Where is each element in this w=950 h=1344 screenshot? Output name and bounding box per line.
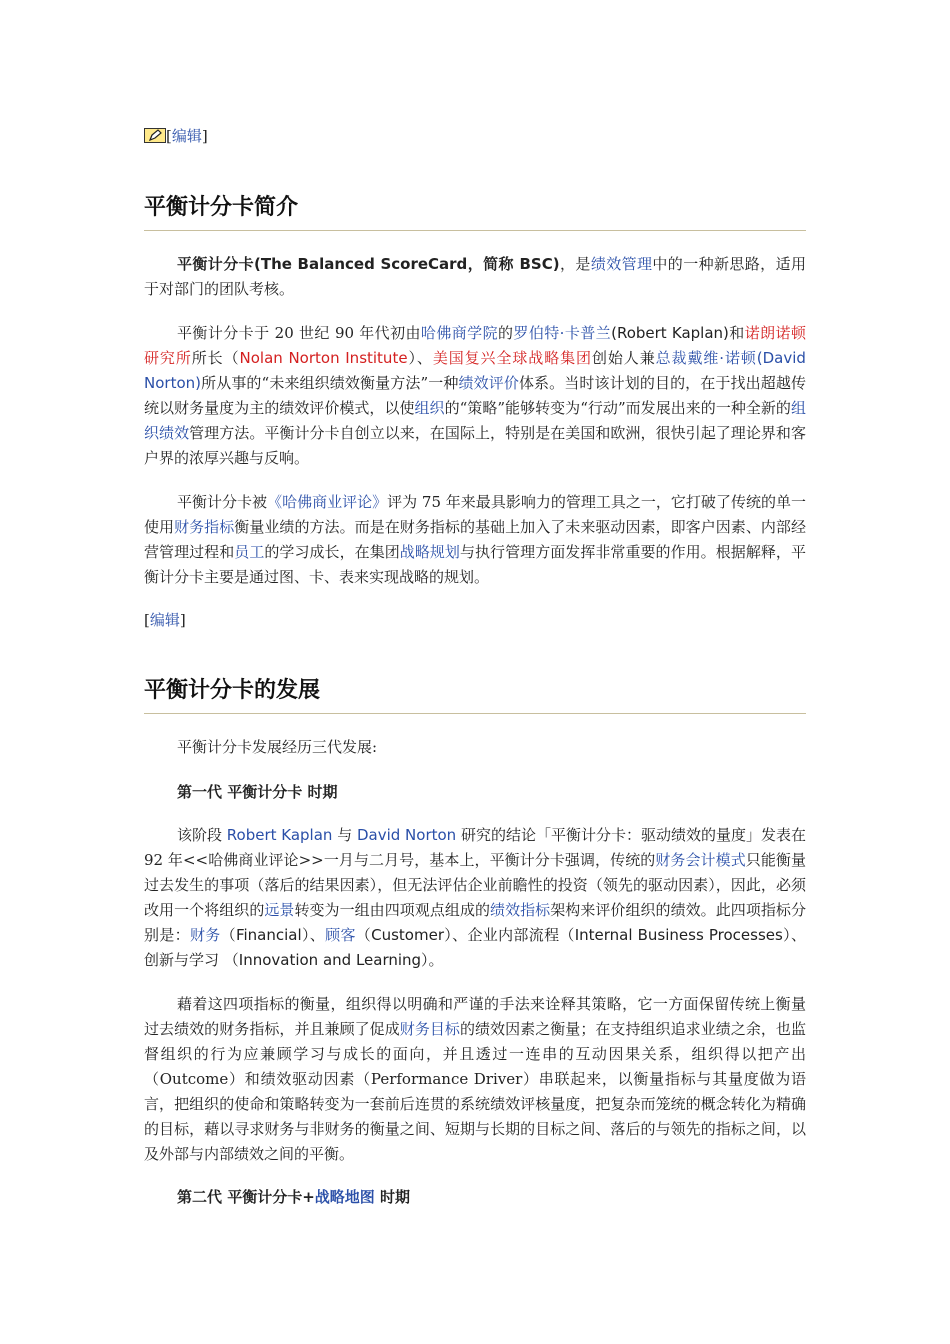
link-nolan-norton-institute[interactable]: Nolan Norton Institute — [239, 349, 408, 367]
link-performance-indicators[interactable]: 绩效指标 — [490, 901, 551, 919]
subheading-gen1: 第一代 平衡计分卡 时期 — [177, 783, 338, 801]
link-financial-indicators[interactable]: 财务指标 — [174, 518, 235, 536]
link-organization[interactable]: 组织 — [414, 399, 445, 417]
subheading-gen2: 第二代 平衡计分卡+战略地图 时期 — [177, 1188, 411, 1206]
link-harvard-business-school[interactable]: 哈佛商学院 — [420, 324, 498, 342]
paragraph: 平衡计分卡(The Balanced ScoreCard，简称 BSC)，是绩效管理中的一种新思路，适用于对部门的团队考核。 — [144, 255, 806, 298]
edit-link[interactable]: 编辑 — [149, 611, 180, 629]
link-robert-kaplan-en[interactable]: Robert Kaplan — [226, 826, 333, 844]
link-david-norton[interactable]: 戴维·诺顿 — [687, 349, 757, 367]
link-vision[interactable]: 远景 — [264, 901, 295, 919]
paragraph: 平衡计分卡被《哈佛商业评论》评为 75 年来最具影响力的管理工具之一，它打破了传统的单一使用财务指标衡量业绩的方法。而是在财务指标的基础上加入了未来驱动因素，即客户因素、内部经营管理过程和员工的学习成长，在集团战略规划与执行管理方面发挥非常重要的作用。根据解释，平衡计分卡主要是通过图、卡、表来实现战略的规划。 — [144, 493, 806, 586]
link-finance[interactable]: 财务 — [189, 926, 221, 944]
link-strategic-planning[interactable]: 战略规划 — [399, 543, 460, 561]
edit-row-1: [编辑] — [144, 126, 208, 146]
section-title-intro: 平衡计分卡简介 — [144, 195, 299, 220]
link-renaissance-group[interactable]: 美国复兴全球战略集团 — [432, 349, 592, 367]
link-harvard-business-review[interactable]: 《哈佛商业评论》 — [267, 493, 388, 511]
paragraph: 该阶段 Robert Kaplan 与 David Norton 研究的结论「平衡计分卡：驱动绩效的量度」发表在 92 年<<哈佛商业评论>>一月与二月号，基本上，平衡计分卡强调，传统的财务会计模式只能衡量过去发生的事项（落后的结果因素），但无法评估企业前瞻性的投资（领先的驱动因素），因此，必须改用一个将组织的远景转变为一组由四项观点组成的绩效指标架构来评价组织的绩效。此四项指标分别是：财务（Financial）、顾客（Customer）、企业内部流程（Internal Business Processes）、创新与学习 （Innovation and Learning）。 — [144, 826, 806, 969]
link-nolan-norton[interactable]: 诺朗诺顿研究所 — [144, 324, 806, 367]
link-financial-goals[interactable]: 财务目标 — [399, 1020, 460, 1038]
link-customer[interactable]: 顾客 — [325, 926, 356, 944]
link-organizational-performance[interactable]: 组织绩效 — [144, 399, 806, 442]
edit-pencil-icon[interactable] — [144, 128, 166, 143]
paragraph: 平衡计分卡发展经历三代发展: — [177, 738, 378, 756]
edit-row-2: [编辑] — [144, 611, 186, 629]
paragraph: 平衡计分卡于 20 世纪 90 年代初由哈佛商学院的罗伯特·卡普兰(Robert Kaplan)和诺朗诺顿研究所所长（Nolan Norton Institute）、美国复兴全球战略集团创始人兼总裁戴维·诺顿(David Norton)所从事的“未来组织绩效衡量方法”一种绩效评价体系。当时该计划的目的，在于找出超越传统以财务量度为主的绩效评价模式，以使组织的“策略”能够转变为“行动”而发展出来的一种全新的组织绩效管理方法。平衡计分卡自创立以来，在国际上，特别是在美国和欧洲，很快引起了理论界和客户界的浓厚兴趣与反响。 — [144, 324, 806, 467]
link-david-norton-en[interactable]: David Norton — [356, 826, 457, 844]
link-financial-accounting-model[interactable]: 财务会计模式 — [655, 851, 746, 869]
paragraph: 藉着这四项指标的衡量，组织得以明确和严谨的手法来诠释其策略，它一方面保留传统上衡量过去绩效的财务指标，并且兼顾了促成财务目标的绩效因素之衡量；在支持组织追求业绩之余，也监督组织的行为应兼顾学习与成长的面向，并且透过一连串的互动因果关系，组织得以把产出（Outcome）和绩效驱动因素（Performance Driver）串联起来，以衡量指标与其量度做为语言，把组织的使命和策略转变为一套前后连贯的系统绩效评核量度，把复杂而笼统的概念转化为精确的目标，藉以寻求财务与非财务的衡量之间、短期与长期的目标之间、落后的与领先的指标之间，以及外部与内部绩效之间的平衡。 — [144, 995, 806, 1163]
section-title-development: 平衡计分卡的发展 — [144, 678, 321, 703]
link-strategy-map[interactable]: 战略地图 — [314, 1188, 375, 1206]
link-robert-kaplan[interactable]: 罗伯特·卡普兰 — [513, 324, 612, 342]
link-performance-management[interactable]: 绩效管理 — [590, 255, 653, 273]
link-president[interactable]: 总裁 — [655, 349, 688, 367]
edit-link[interactable]: 编辑 — [171, 127, 202, 145]
link-performance-evaluation[interactable]: 绩效评价 — [458, 374, 519, 392]
link-david-norton-en[interactable]: (David Norton) — [144, 349, 806, 392]
section-divider — [144, 713, 806, 714]
link-employee[interactable]: 员工 — [234, 543, 265, 561]
section-divider — [144, 230, 806, 231]
